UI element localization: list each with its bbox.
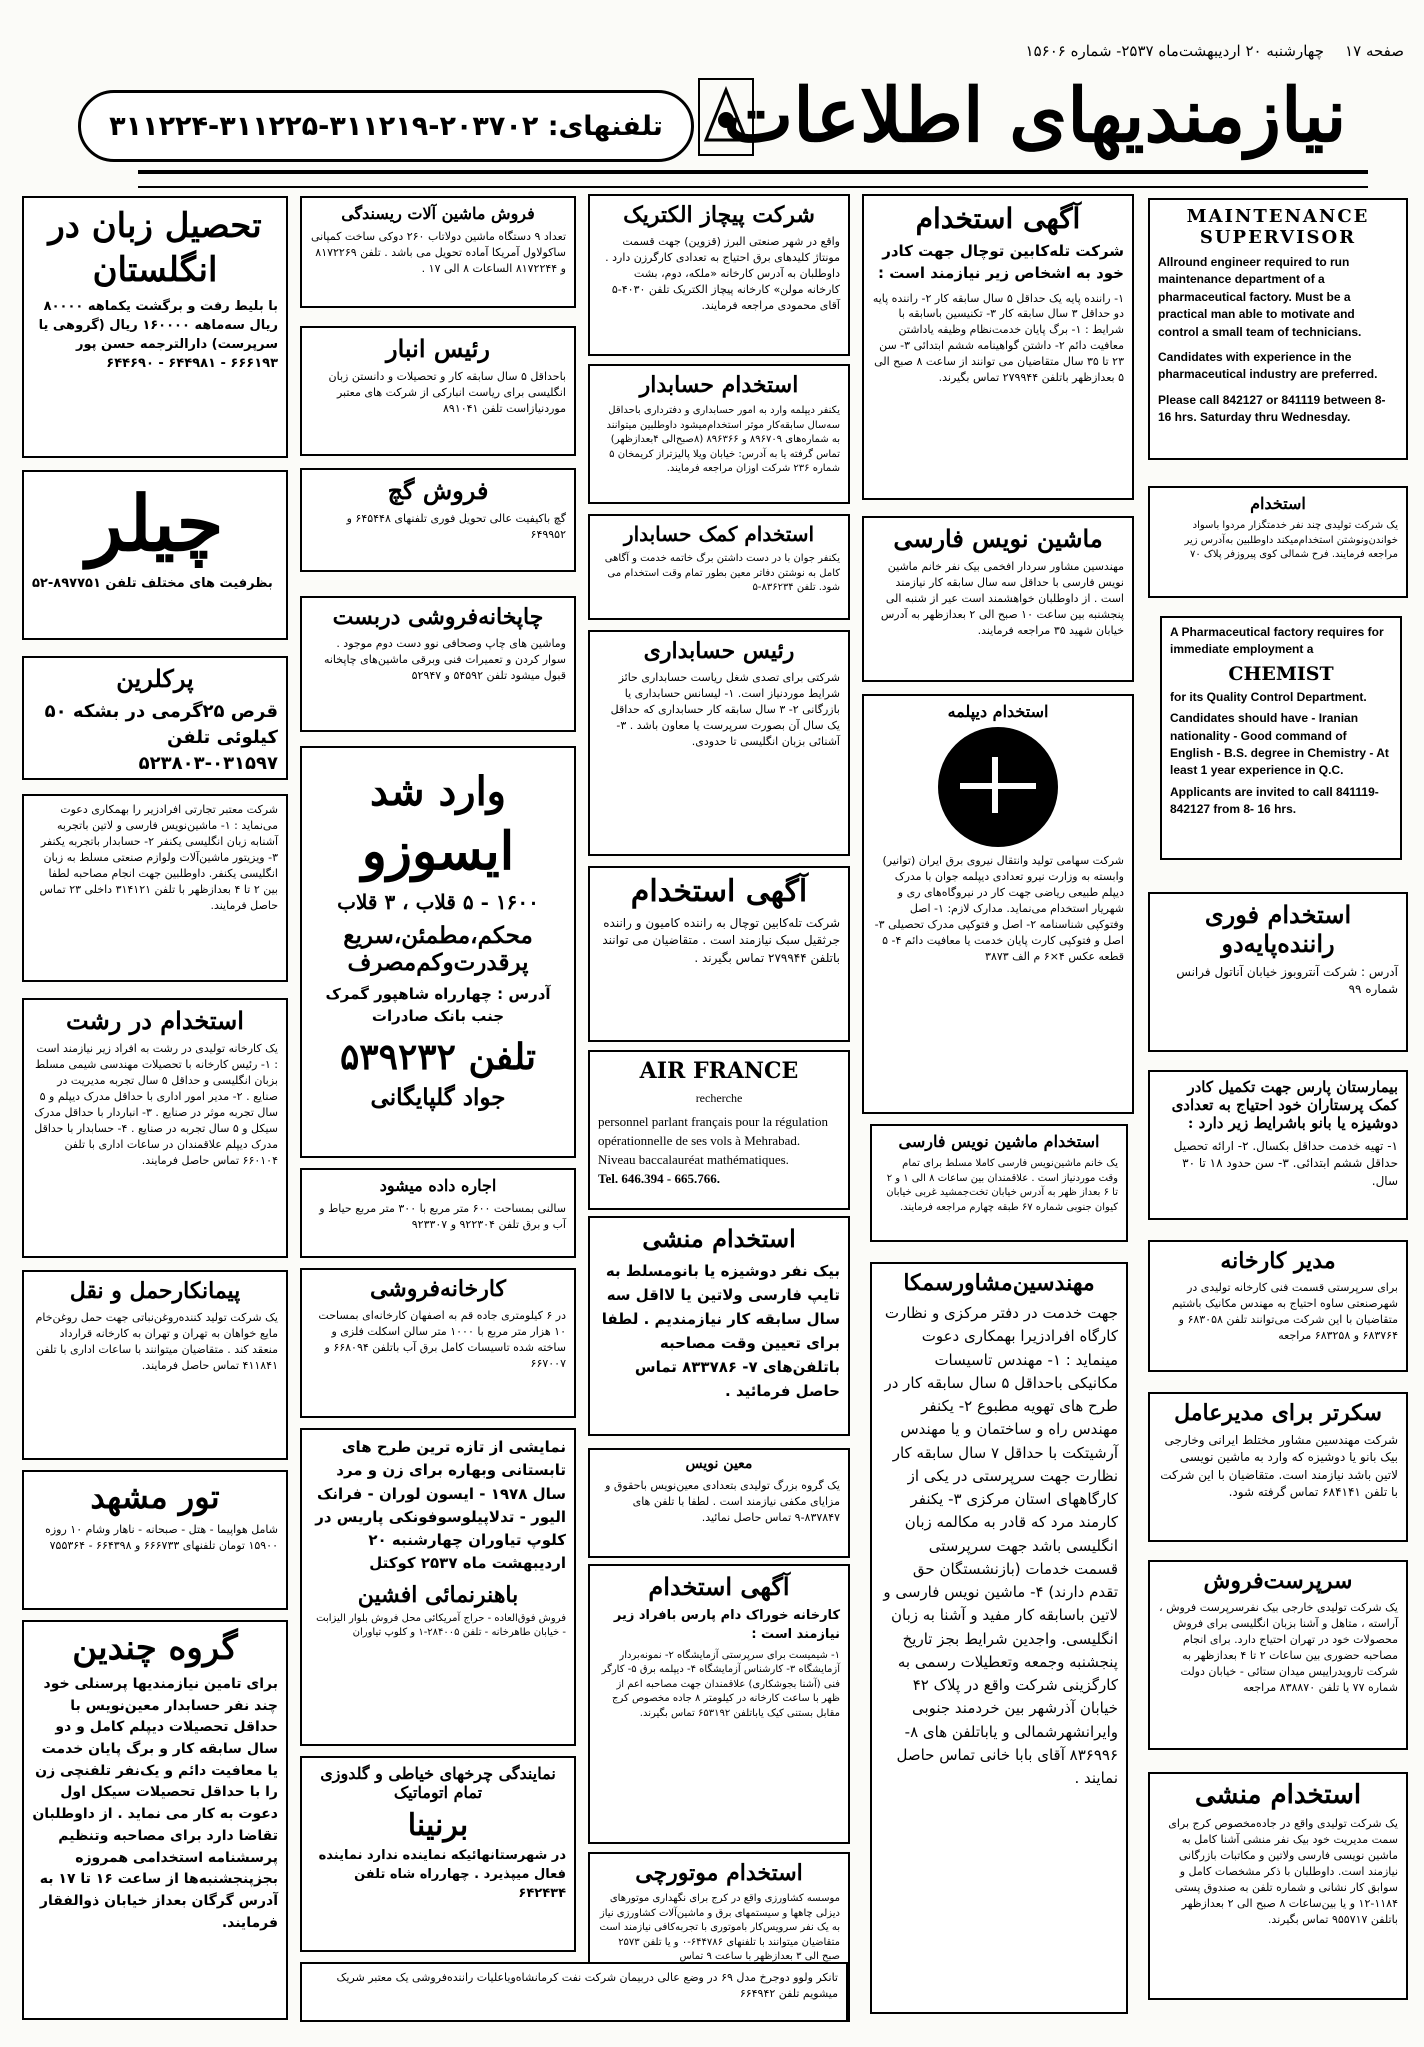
ad-body: یک شرکت تولید کننده‌روغن‌نباتی جهت حمل روغن‌خام مایع خواهان به تهران و تهران به کارخانه قرارداد منعقد کند . متقاضیان میتوانند با ساعات اداری با تلفن ۴۱۱۸۴۱ تماس حاصل فرمایند. xyxy=(35,1311,278,1372)
ad-shop: فروش فوق‌العاده - حراج آمریکائی محل فروش بلوار الیزابت - خیابان طاهرخانه - تلفن ۲۸۴۰۰۵-۱ و کلوپ تیاوران xyxy=(316,1612,566,1638)
issue-line xyxy=(20,42,1404,62)
ad-body: شرکت سهامی تولید وانتقال نیروی برق ایران (توانیر) وابسته به وزارت نیرو تعدادی دیپلمه جوان با مدرک دیپلم طبیعی ریاضی جهت کار در نیروگاه‌های ری و شهریار استخدام می‌نماید. مدارک لازم: ۱- اصل وفتوکپی شناسنامه ۲- اصل و فتوکپی مدرک تحصیلی ۳- اصل و فتوکپی کارت پایان خدمت یا معافیت دائم ۴- ۵ قطعه عکس ۴×۶ م الف ۳۸۷۳ xyxy=(874,854,1124,963)
ad-bimarestan-pars xyxy=(1148,1070,1408,1220)
ad-title: استخدام دیپلمه xyxy=(947,702,1049,721)
ad-spec: ۱۶۰۰ - ۵ قلاب ، ۳ قلاب xyxy=(337,890,539,914)
ad-title: استخدام در رشت xyxy=(66,1006,244,1035)
ad-body: بظرفیت های مختلف تلفن ۸۹۷۷۵۱-۵۲ xyxy=(32,576,273,592)
ad-phone: تلفن ۵۳۹۲۳۲ xyxy=(339,1035,537,1078)
ad-samka xyxy=(870,1262,1128,2014)
ad-body: نمایشی از تازه ترین طرح های تابستانی وبهاره برای زن و مرد سال ۱۹۷۸ - ایسون لوران - فرانک الیور - تدلاپیلوسوفونکی پاریس در کلوپ تیاوران چهارشنبه ۲۰ اردیبهشت ماه ۲۵۳۷ کوکتل xyxy=(315,1438,566,1573)
ad-body: جهت خدمت در دفتر مرکزی و نظارت کارگاه افرادزیرا بهمکاری دعوت مینماید : ۱- مهندس تاسیسات مکانیکی باحداقل ۵ سال سابقه کار در طرح های تهویه مطبوع ۲- یکنفر مهندس راه و ساختمان و یا مهندس آرشیتکت با حداقل ۷ سال سابقه کار نظارت جهت سرپرستی در یکی از کارگاههای استان مرکزی ۳- یکنفر کارمند مرد که قادر به مکالمه زبان انگلیسی باشد جهت سرپرستی قسمت خدمات (بازنشستگان حق تقدم دارند) ۴- ماشین نویس فارسی و لاتین باسابقه کار مفید و آشنا به زبان انگلیسی. واجدین شرایط بجز تاریخ پنجشنبه وجمعه وتعطیلات رسمی به کارگزینی شرکت واقع در پلاک ۴۲ خیابان آذرشهر بین خردمند جنوبی وایرانشهرشمالی و یاباتلفن های ۸- ۸۳۶۹۹۶ آقای بابا خانی تماس حاصل نمایند . xyxy=(883,1304,1118,1787)
ad-title: استخدام xyxy=(1250,494,1306,513)
ad-raiis-anbar xyxy=(300,326,576,456)
ad-bernina xyxy=(300,1756,576,1952)
ad-title: رئیس انبار xyxy=(386,334,490,363)
ad-body: شرکت تله‌کابین توچال به راننده کامیون و راننده جرثقیل سبک نیازمند است . متقاضیان می توانند باتلفن ۲۷۹۹۴۴ تماس بگیرند . xyxy=(602,916,840,965)
ad-title: استخدام منشی xyxy=(1194,1780,1362,1810)
ad-body: personnel parlant français pour la régulation opérationnelle de ses vols à Mehrabad. Niveau baccalauréat mathématiques. xyxy=(598,1114,828,1168)
ad-body: یکنفر دیپلمه وارد به امور حسابداری و دفترداری باحداقل سه‌سال سابقه‌کار موثر استخدام‌میشود داوطلبین میتوانند به شماره‌های ۸۹۶۷۰۹ و ۸۹۶۳۶۶ (۸صبح‌الی ۴بعدازظهر) تماس گرفته یا به آدرس: خیابان ویلا پالیزتراز کریمخان ۵ شماره ۲۳۶ شرکت اوزان مراجعه فرمایند. xyxy=(606,405,840,474)
ad-title: MAINTENANCE SUPERVISOR xyxy=(1186,206,1370,248)
ad-title: کارخانه‌فروشی xyxy=(369,1276,507,1302)
ad-rasht xyxy=(22,998,288,1258)
ad-address: آدرس : چهارراه شاهپور گمرک جنب بانک صادرات xyxy=(325,985,551,1025)
ad-contact: Please call 842127 or 841119 between 8- 16 hrs. Saturday thru Wednesday. xyxy=(1158,392,1386,425)
ad-air-france xyxy=(588,1050,850,1210)
ad-title: استخدام ماشین نویس فارسی xyxy=(898,1132,1100,1151)
ad-body: ۱- تهیه خدمت حداقل بکسال. ۲- ارائه تحصیل حداقل ششم ابتدائی. ۳- سن حدود ۱۸ تا ۳۰ سال. xyxy=(1173,1139,1398,1188)
ad-body: ۱- راننده پایه یک حداقل ۵ سال سابقه کار ۲- راننده پایه دو حداقل ۳ سال سابقه کار ۳- تکنیسین باسابقه با شرایط : ۱- برگ پایان خدمت‌نظام وظیفه یاداشتن معافیت دائم ۲- داشتن گواهینامه ششم ابتدائی ۳- سن ۲۳ تا ۳۵ سال متقاضیان می توانند از ساعت ۸ صبح الی ۵ بعدازظهر باتلفن ۲۷۹۹۴۴ تماس بگیرند. xyxy=(872,291,1124,385)
ad-title: استخدام فوری راننده‌پایه‌دو xyxy=(1204,900,1352,958)
ad-brand: باهنرنمائی افشین xyxy=(357,1581,519,1608)
ad-hesabdar xyxy=(588,364,850,504)
ad-peymankar xyxy=(22,1270,288,1460)
ad-body: برای تامین نیازمندیها پرسنلی خود چند نفر حسابدار معین‌نویس با حداقل تحصیلات دیپلم کامل و دو سال سابقه کار و برگ پایان خدمت یا معافیت دائم و یک‌نفر تلفنچی زن را با حداقل تحصیلات سیکل اول دعوت به کار می نماید . از داوطلبان تقاضا دارد برای مصاحبه وتنظیم پرسشنامه استخدامی همروزه بجزپنجشنبه‌ها از ساعت ۱۶ تا ۱۷ به آدرس گرگان بعداز خیابان ذوالفقار فرمایند. xyxy=(32,1676,278,1931)
ad-monshi xyxy=(588,1216,850,1436)
ad-title: وارد شد xyxy=(370,768,506,815)
ad-monshi-final xyxy=(1148,1772,1408,2000)
ad-tanker xyxy=(300,1962,848,2022)
ad-chiller xyxy=(22,470,288,640)
ad-body: در شهرستانهائیکه نماینده ندارد نماینده فعال میپذیرد . چهارراه شاه تلفن ۶۴۲۴۳۴ xyxy=(318,1848,566,1901)
ad-body: موسسه کشاورزی واقع در کرج برای نگهداری موتورهای دیزلی چاهها و سیستمهای برق و ماشین‌آلات کشاورزی نیاز به یک نفر سرویس‌کار باموتوری با تجربه‌کافی نیازمند است متقاضیان میتوانند با تلفنهای ۶۴۴۷۸۶-۰ و یا تلفن ۲۵۷۳ صبح الی ۳ بعدازظهر با ساعت ۹ تماس xyxy=(599,1893,840,1962)
ad-brand: برنینا xyxy=(407,1808,469,1843)
ad-title: چیلر xyxy=(86,479,224,568)
ad-title: پیمانکارحمل و نقل xyxy=(69,1278,241,1304)
ad-sarparast-forosh xyxy=(1148,1560,1408,1750)
ad-mashin-nevis-farsi xyxy=(862,516,1134,682)
ad-maintenance-supervisor xyxy=(1148,198,1408,460)
ad-title: بیمارستان پارس جهت تکمیل کادر کمک پرستاران خود احتیاج به تعدادی دوشیزه یا بانو باشرایط زیر دارد : xyxy=(1171,1078,1398,1132)
ad-estekhdam xyxy=(1148,486,1408,598)
masthead-phones: تلفنهای: ۲۰۳۷۰۲-۳۱۱۲۱۹-۳۱۱۲۲۵-۳۱۱۲۲۴ xyxy=(78,90,694,162)
ad-title: فروش ماشین آلات ریسندگی xyxy=(341,204,535,223)
ad-title: چاپخانه‌فروشی دربست xyxy=(332,604,544,630)
ad-body: یک شرکت تولیدی چند نفر خدمتگزار مردوا باسواد خواندن‌ونوشتن استخدام‌میکند داوطلبین به‌آدرس زیر مراجعه فرمایند. فرح شمالی کوی پیروزفر پلاک ۷۰ xyxy=(1184,520,1398,560)
ad-body: شرکتی برای تصدی شغل ریاست حسابداری حائز شرایط موردنیاز است. ۱- لیسانس حسابداری یا بازرگانی ۲- ۳ سال سابقه کار حسابداری که حداقل یک سال آن بصورت سرپرست یا معاون باشد . ۳- آشنائی بزبان انگلیسی تا حدودی. xyxy=(610,671,840,748)
ad-body: گچ باکیفیت عالی تحویل فوری تلفنهای ۶۴۵۴۴۸ و ۶۴۹۹۵۲ xyxy=(346,512,566,541)
ad-title: گروه چندین xyxy=(72,1628,238,1668)
ad-body: یک شرکت تولیدی خارجی بیک نفرسرپرست فروش ، آراسته ، متاهل و آشنا بزبان انگلیسی برای فروش محصولات خود در تهران احتیاج دارد. برای انجام مصاحبه حضوری بین ساعات ۲ تا ۴ بعدازظهر به شرکت تارویدراییس میدان ستائی - خیابان دولت شماره ۷۷ یا تلفن ۸۳۸۸۷۰ مراجعه xyxy=(1159,1601,1398,1694)
ad-tahsil-zaban xyxy=(22,196,288,458)
ad-body: سالنی بمساحت ۶۰۰ متر مربع با ۳۰۰ متر مربع حیاط و آب و برق تلفن ۹۲۲۳۰۴ و ۹۲۳۳۰۷ xyxy=(319,1202,566,1231)
masthead-title: نیازمندیهای اطلاعات xyxy=(723,73,1347,159)
ad-title: سکرتر برای مدیرعامل xyxy=(1174,1400,1382,1426)
ad-moein xyxy=(588,1448,850,1558)
ad-tel: Tel. 646.394 - 665.766. xyxy=(598,1170,720,1186)
ad-contact: Applicants are invited to call 841119- 842127 from 8- 16 hrs. xyxy=(1170,784,1379,817)
ad-title: تور مشهد xyxy=(90,1478,220,1516)
ad-body: با بلیط رفت و برگشت یکماهه ۸۰۰۰۰ ریال سه‌ماهه ۱۶۰۰۰۰ ریال (گروهی یا سرپرست) دارالترجمه حسن پور ۶۶۶۱۹۳ - ۶۴۴۹۸۱ - ۶۴۴۶۹۰ xyxy=(38,299,278,371)
tavanir-logo-icon xyxy=(938,727,1058,847)
ad-sub: کارخانه خوراک دام پارس بافراد زیر نیازمند است : xyxy=(613,1608,840,1642)
ad-title: معین نویس xyxy=(685,1456,753,1472)
ad-body: شرکت معتبر تجارتی افرادزیر را بهمکاری دعوت می‌نماید : ۱- ماشین‌نویس فارسی و لاتین باتجربه آشنابه زبان انگلیسی یکنفر ۲- حسابدار باتجربه یکنفر ۳- ویزیتور ماشین‌آلات ولوازم صنعتی مسلط به زبان انگلیسی یکنفر. داوطلبین جهت انجام مصاحبه لطفا بین ۲ تا ۴ بعدازظهر با تلفن ۳۱۴۱۲۱ داخلی ۲۳ تماس حاصل فرمایند. xyxy=(39,803,278,912)
ad-telecabin xyxy=(862,194,1134,500)
ad-foroush-gach xyxy=(300,468,576,572)
ad-perkelarin xyxy=(22,656,288,780)
ad-title: آگهی استخدام xyxy=(648,1572,790,1601)
ad-body: تانکر ولوو دوجرخ مدل ۶۹ در وضع عالی دربیمان شرکت نفت کرمانشاه‌ویاعلیات راننده‌فروشی یک معتبر شریک میشویم تلفن ۶۶۴۹۴۲ xyxy=(336,1971,838,2000)
ad-chapkhane xyxy=(300,596,576,732)
ad-karkhane-foroshi xyxy=(300,1268,576,1418)
ad-komak-hesabdar xyxy=(588,514,850,620)
ad-tejari xyxy=(22,794,288,982)
ad-body: یک گروه بزرگ تولیدی بتعدادی معین‌نویس باحقوق و مزایای مکفی نیازمند است . لطفا با تلفن های ۸۳۷۸۴۷-۹ تماس حاصل نمائید. xyxy=(605,1479,840,1524)
ad-title: پرکلرین xyxy=(116,664,194,693)
ad-foori-ranande xyxy=(1148,892,1408,1052)
ad-goroh xyxy=(22,1620,288,2020)
ad-body: تعداد ۹ دستگاه ماشین دولاتاب ۲۶۰ دوکی ساخت کمپانی ساکولاول آمریکا آماده تحویل می باشد . تلفن ۸۱۷۲۲۶۹ و ۸۱۷۲۲۴۴ الساعات ۸ الی ۱۷ . xyxy=(310,230,566,275)
ad-sub: recherche xyxy=(695,1091,743,1105)
ad-modir-karkhane xyxy=(1148,1240,1408,1372)
ad-name: جواد گلپایگانی xyxy=(370,1083,506,1111)
ad-body: شرکت مهندسین مشاور مختلط ایرانی وخارجی بیک بانو یا دوشیزه که وارد به ماشین نویسی لاتین باشد نیازمند است. متقاضیان با این شرکت با تلفن ۶۸۴۱۴۱ تماس گرفته شود. xyxy=(1160,1433,1398,1500)
ad-body: Allround engineer required to run maintenance department of a pharmaceutical factory. Must be a practical man able to motivate and control a small team of technicians. xyxy=(1158,255,1362,339)
ad-mashin-nevis2 xyxy=(870,1124,1128,1242)
ad-intro: A Pharmaceutical factory requires for immediate employment a xyxy=(1170,625,1384,657)
ad-slogan: محکم،مطمئن،سریع پرقدرت‌وکم‌مصرف xyxy=(343,922,533,976)
ad-title: رئیس حسابداری xyxy=(643,638,795,664)
ad-title: فروش گچ xyxy=(387,476,489,505)
ad-title: تحصیل زبان در انگلستان xyxy=(48,206,262,291)
ad-title: CHEMIST xyxy=(1228,662,1334,685)
masthead-rule xyxy=(138,170,1368,188)
ad-brand: ایسوزو xyxy=(361,821,515,882)
ad-body: مهندسین مشاور سردار افخمی بیک نفر خانم ماشین نویس فارسی با حداقل سه سال سابقه کار نیازمند است . از داوطلبان خواهشمند است عیر از شنبه الی پنجشنبه بین ساعت ۱۰ صبح الی ۲ بعدازظهر به آدرس خیابان شهید ۳۵ مراجعه فرمایند. xyxy=(880,560,1124,637)
ad-title: AIR FRANCE xyxy=(639,1058,799,1084)
ad-title: ماشین نویس فارسی xyxy=(893,524,1103,553)
ad-body: قرص ۲۵گرمی در بشکه ۵۰ کیلوئی تلفن ۰۳۱۵۹۷-۵۲۳۸۰۳ xyxy=(44,701,278,775)
ad-ejare xyxy=(300,1168,576,1258)
ad-chemist xyxy=(1160,616,1402,860)
ad-pref: Candidates with experience in the pharmaceutical industry are preferred. xyxy=(1158,349,1378,382)
ad-telecabin2 xyxy=(588,866,850,1042)
ad-body: آدرس : شرکت آنتروبوز خیابان آناتول فرانس شماره ۹۹ xyxy=(1176,965,1398,997)
ad-body: برای سرپرستی قسمت فنی کارخانه تولیدی در شهرصنعتی ساوه احتیاج به مهندس مکانیک باشتیم متقاضیان با این شرکت می‌توانند تلفن ۶۸۳۰۵۸ و ۶۸۳۷۶۴ و ۶۸۳۲۵۸ مراجعه xyxy=(1172,1281,1398,1342)
ad-requirements: Candidates should have - Iranian nationality - Good command of English - B.S. degree in Chemistry - At least 1 year experience in Q.C. xyxy=(1170,711,1389,778)
ad-title: استخدام منشی xyxy=(642,1224,796,1253)
ad-body: واقع در شهر صنعتی البرز (قزوین) جهت قسمت مونتاژ کلیدهای برق احتیاج به تعدادی کارگرزن دارد . داوطلبان به آدرس کارخانه «ملکه، دوم، بشت کارخانه مولن‌» کارخانه پیچاز الکتریک تلفن ۴۰۳۰-۵ آقای محمودی مراجعه فرمایند. xyxy=(605,235,840,312)
ad-title: استخدام کمک حسابدار xyxy=(623,522,815,546)
ad-dam-pars xyxy=(588,1564,850,1844)
ad-mashin-alat xyxy=(300,196,576,308)
ad-body: در ۶ کیلومتری جاده قم به اصفهان کارخانه‌ای بمساحت ۱۰ هزار متر مربع با ۱۰۰۰ متر سالن اسکلت فلزی و ساخته شده تاسیسات کامل برق آب باتلفن ۶۶۸۰۹۴ و ۶۶۷۰۰۷ xyxy=(318,1309,566,1370)
ad-body: باحداقل ۵ سال سابقه کار و تحصیلات و دانستن زبان انگلیسی برای ریاست انبارکی از شرکت های معتبر موردنیازاست تلفن ۸۹۱۰۴۱ xyxy=(328,370,566,415)
ad-body: وماشین های چاپ وصحافی نوو دست دوم موجود . سوار کردن و تعمیرات فنی وبرقی ماشین‌های چاپخانه قبول میشود تلفن ۵۴۵۹۲ و ۵۲۹۴۷ xyxy=(323,637,566,682)
ad-diplome xyxy=(862,694,1134,1114)
ad-raiis-hesabdari xyxy=(588,630,850,856)
page-number: صفحه ۱۷ xyxy=(1345,42,1404,60)
ad-title: استخدام حسابدار xyxy=(639,372,799,398)
issue-date: چهارشنبه ۲۰ اردیبهشت‌ماه ۲۵۳۷- شماره ۱۵۶۰۶ xyxy=(1025,42,1324,60)
ad-dept: for its Quality Control Department. xyxy=(1170,689,1367,704)
ad-title: استخدام موتورچی xyxy=(635,1860,803,1886)
ad-body: شامل هواپیما - هتل - صبحانه - ناهار وشام ۱۰ روزه ۱۵۹۰۰ تومان تلفنهای ۶۶۶۷۳۳ و ۶۶۴۳۹۸ - ۷۵۵۳۶۴ xyxy=(45,1523,278,1552)
ad-title: مدیر کارخانه xyxy=(1220,1248,1336,1274)
ad-title: آگهی استخدام xyxy=(630,874,808,909)
ad-fashion-show xyxy=(300,1428,576,1746)
ad-body: یکنفر جوان با در دست داشتن برگ خاتمه خدمت و آگاهی کامل به نوشتن دفاتر معین بطور تمام وقت استخدام می شود. تلفن ۸۳۶۲۳۴-۵ xyxy=(604,553,840,593)
ad-title: شرکت پیچاز الکتریک xyxy=(623,202,815,228)
ad-title: نمایندگی چرخهای خیاطی و گلدوزی تمام اتوماتیک xyxy=(320,1764,556,1802)
ad-secretary xyxy=(1148,1392,1408,1542)
ad-body: یک شرکت تولیدی واقع در جاده‌مخصوص کرج برای سمت مدیریت خود بیک نفر منشی آشنا کامل به ماشین نویسی فارسی ولاتین و مکاتبات بازرگانی نیازمند است. داوطلبان با ذکر مشخصات کامل و سوابق کار نشانی و شماره تلفن به صندوق پستی ۱۱۸۴-۱۲ و یا بین‌ساعات ۸ صبح الی ۲ بعدازظهر باتلفن ۹۵۵۷۱۷ تماس بگیرند. xyxy=(1168,1817,1398,1926)
masthead xyxy=(78,70,1360,170)
ad-pichgaz xyxy=(588,194,850,356)
ad-title: آگهی استخدام xyxy=(915,202,1081,235)
ad-body: یک کارخانه تولیدی در رشت به افراد زیر نیازمند است : ۱- رئیس کارخانه با تحصیلات مهندسی شیمی مسلط بزبان انگلیسی و حداقل ۵ سال تجربه مدیریت در صنایع . ۲- مدیر امور اداری با حداقل مدرک دیپلم و ۵ سال تجربه موثر در صنایع . ۳- انباردار با حداقل مدرک سیکل و ۵ سال تجربه در صنایع . ۴- حسابدار با حداقل مدرک دیپلم علاقمندان در ساعات اداری با تلفن ۶۶۰۱۰۴ تماس حاصل فرمایند. xyxy=(34,1042,278,1167)
ad-tour-mashhad xyxy=(22,1470,288,1610)
ad-title: اجاره داده میشود xyxy=(379,1176,497,1195)
ad-sub: شرکت تله‌کابین توچال جهت کادر خود به اشخاص زیر نیازمند است : xyxy=(878,242,1124,282)
ad-body: ۱- شیمیست برای سرپرستی آزمایشگاه ۲- نمونه‌بردار آزمایشگاه ۳- کارشناس آزمایشگاه ۴- دیپلمه برق ۵- کارگر فنی (آشنا بجوشکاری) علاقمندان جهت مصاحبه اعم از ظهر با ساعت کارخانه در کیلومتر ۸ جاده مخصوص کرج مقابل بستنی کیک یاباتلفن ۶۵۳۱۹۲ تماس بگیرند. xyxy=(601,1649,840,1719)
ad-title: سرپرست‌فروش xyxy=(1203,1568,1353,1594)
ad-isuzu xyxy=(300,746,576,1158)
ad-title: مهندسین‌مشاورسمکا xyxy=(903,1270,1095,1296)
ad-body: یک خانم ماشین‌نویس فارسی کاملا مسلط برای تمام وقت موردنیاز است . علاقمندان بین ساعات ۸ الی ۱ و ۲ تا ۶ بعداز ظهر به آدرس خیابان تخت‌جمشید غربی خیابان کیوان جنوبی شماره ۶۷ طبقه چهارم مراجعه فرمایند. xyxy=(886,1158,1118,1213)
ad-body: بیک نفر دوشیزه یا بانومسلط به تایپ فارسی ولاتین یا لااقل سه سال سابقه کار نیازمندیم . لطفا برای تعیین وقت مصاحبه باتلفن‌های ۷- ۸۳۳۷۸۶ تماس حاصل فرمائید . xyxy=(601,1262,840,1400)
